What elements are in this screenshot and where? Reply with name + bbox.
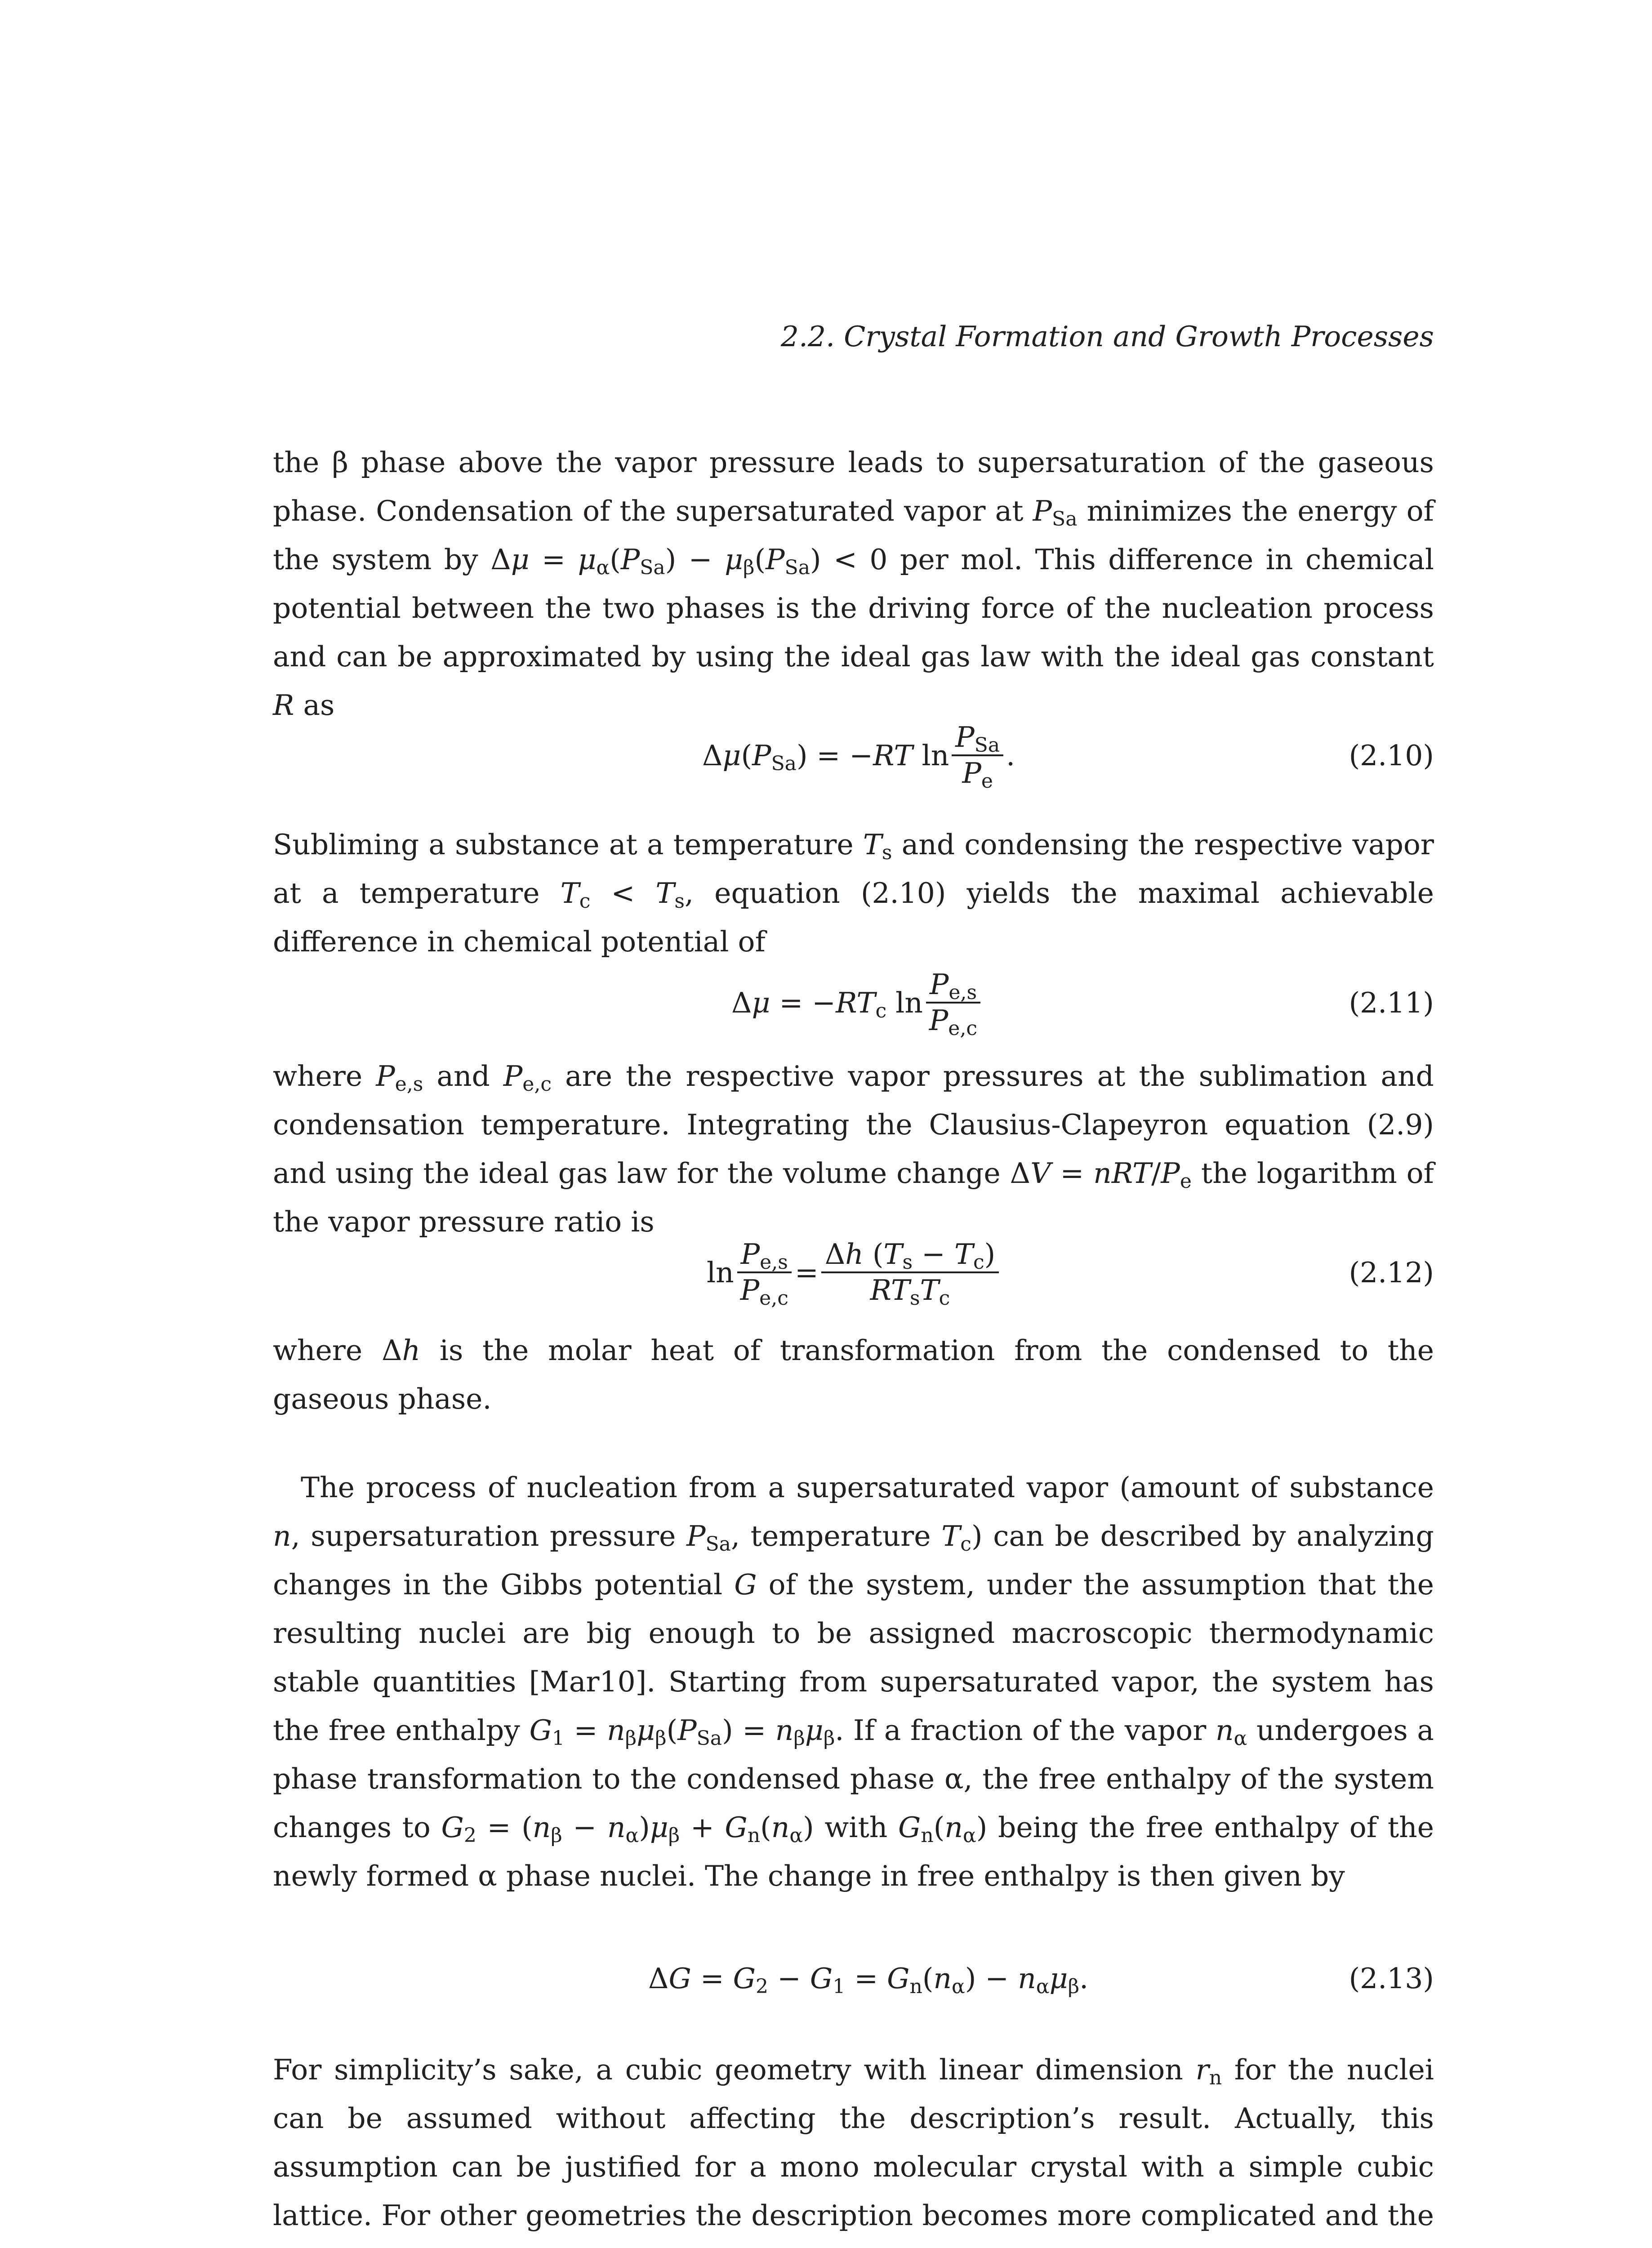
running-header: 2.2. Crystal Formation and Growth Processes [780,320,1434,353]
paragraph-6: For simplicity’s sake, a cubic geometry with linear dimension $r_n$ for the nuclei can be assumed without affecting the description’s result. Actually, this assumption can be justified for a mono molecular crystal with a simple cubic lattice. For other geometries the description becomes more complicated and the [273,2053,1434,2232]
paragraph-3: where $P_{e,s}$ and $P_{e,c}$ are the respective vapor pressures at the sublimation and condensation temperature. Integrating the Clausius-Clapeyron equation (2.9) and using the ideal gas law for the volume change ΔV = nRT/$P_e$ the logarithm of the vapor pressure ratio is [273,1060,1434,1238]
equation-number: (2.13) [1349,1962,1434,1995]
equation-number: (2.11) [1349,986,1434,1019]
paragraph-1: the β phase above the vapor pressure leads to supersaturation of the gaseous phase. Condensation of the supersaturated vapor at $P_{Sa}$ minimizes the energy of the system by $\Delta\mu = \mu_\alpha(P_{Sa}) - \mu_\beta(P_{Sa}) < 0$ per mol. This difference in chemical potential between the two phases is the driving force of the nucleation process and can be approximated by using the ideal gas law with the ideal gas constant R as [273,446,1434,722]
equation-number: (2.10) [1349,739,1434,772]
equation-2-13: $\Delta G = G_2 - G_1 = G_n(n_\alpha) - n_\alpha\mu_\beta$. (2.13) [273,1929,1434,2028]
paragraph-5: The process of nucleation from a supersaturated vapor (amount of substance n, supersaturation pressure $P_{Sa}$, temperature $T_c$) can be described by analyzing changes in the Gibbs potential G of the system, under the assumption that the resulting nuclei are big enough to be assigned macroscopic thermodynamic stable quantities [Mar10]. Starting from supersaturated vapor, the system has the free enthalpy $G_1 = n_\beta\mu_\beta(P_{Sa}) = n_\beta\mu_\beta$. If a fraction of the vapor $n_\alpha$ undergoes a phase transformation to the condensed phase α, the free enthalpy of the system changes to $G_2 = (n_\beta - n_\alpha)\mu_\beta + G_n(n_\alpha)$ with $G_n(n_\alpha)$ being the free enthalpy of the newly formed α phase nuclei. The change in free enthalpy is then given by [273,1471,1434,1892]
paragraph-4: where Δh is the molar heat of transformation from the condensed to the gaseous phase. [273,1334,1434,1415]
equation-number: (2.12) [1349,1256,1434,1289]
equation-2-10: $\Delta\mu(P_{Sa}) = -RT$ ln $\frac{P_{Sa}}{P_e}$ . (2.10) [273,706,1434,805]
equation-2-11: $\Delta\mu = -RT_c$ ln $\frac{P_{e,s}}{P_{e,c}}$ (2.11) [273,953,1434,1052]
equation-2-12: ln $\frac{P_{e,s}}{P_{e,c}}$ = $\frac{\Delta h (T_s - T_c)}{RT_sT_c}$ (2.12) [273,1223,1434,1322]
paragraph-2: Subliming a substance at a temperature $T_s$ and condensing the respective vapor at a temperature $T_c < T_s$, equation (2.10) yields the maximal achievable difference in chemical potential of [273,828,1434,958]
